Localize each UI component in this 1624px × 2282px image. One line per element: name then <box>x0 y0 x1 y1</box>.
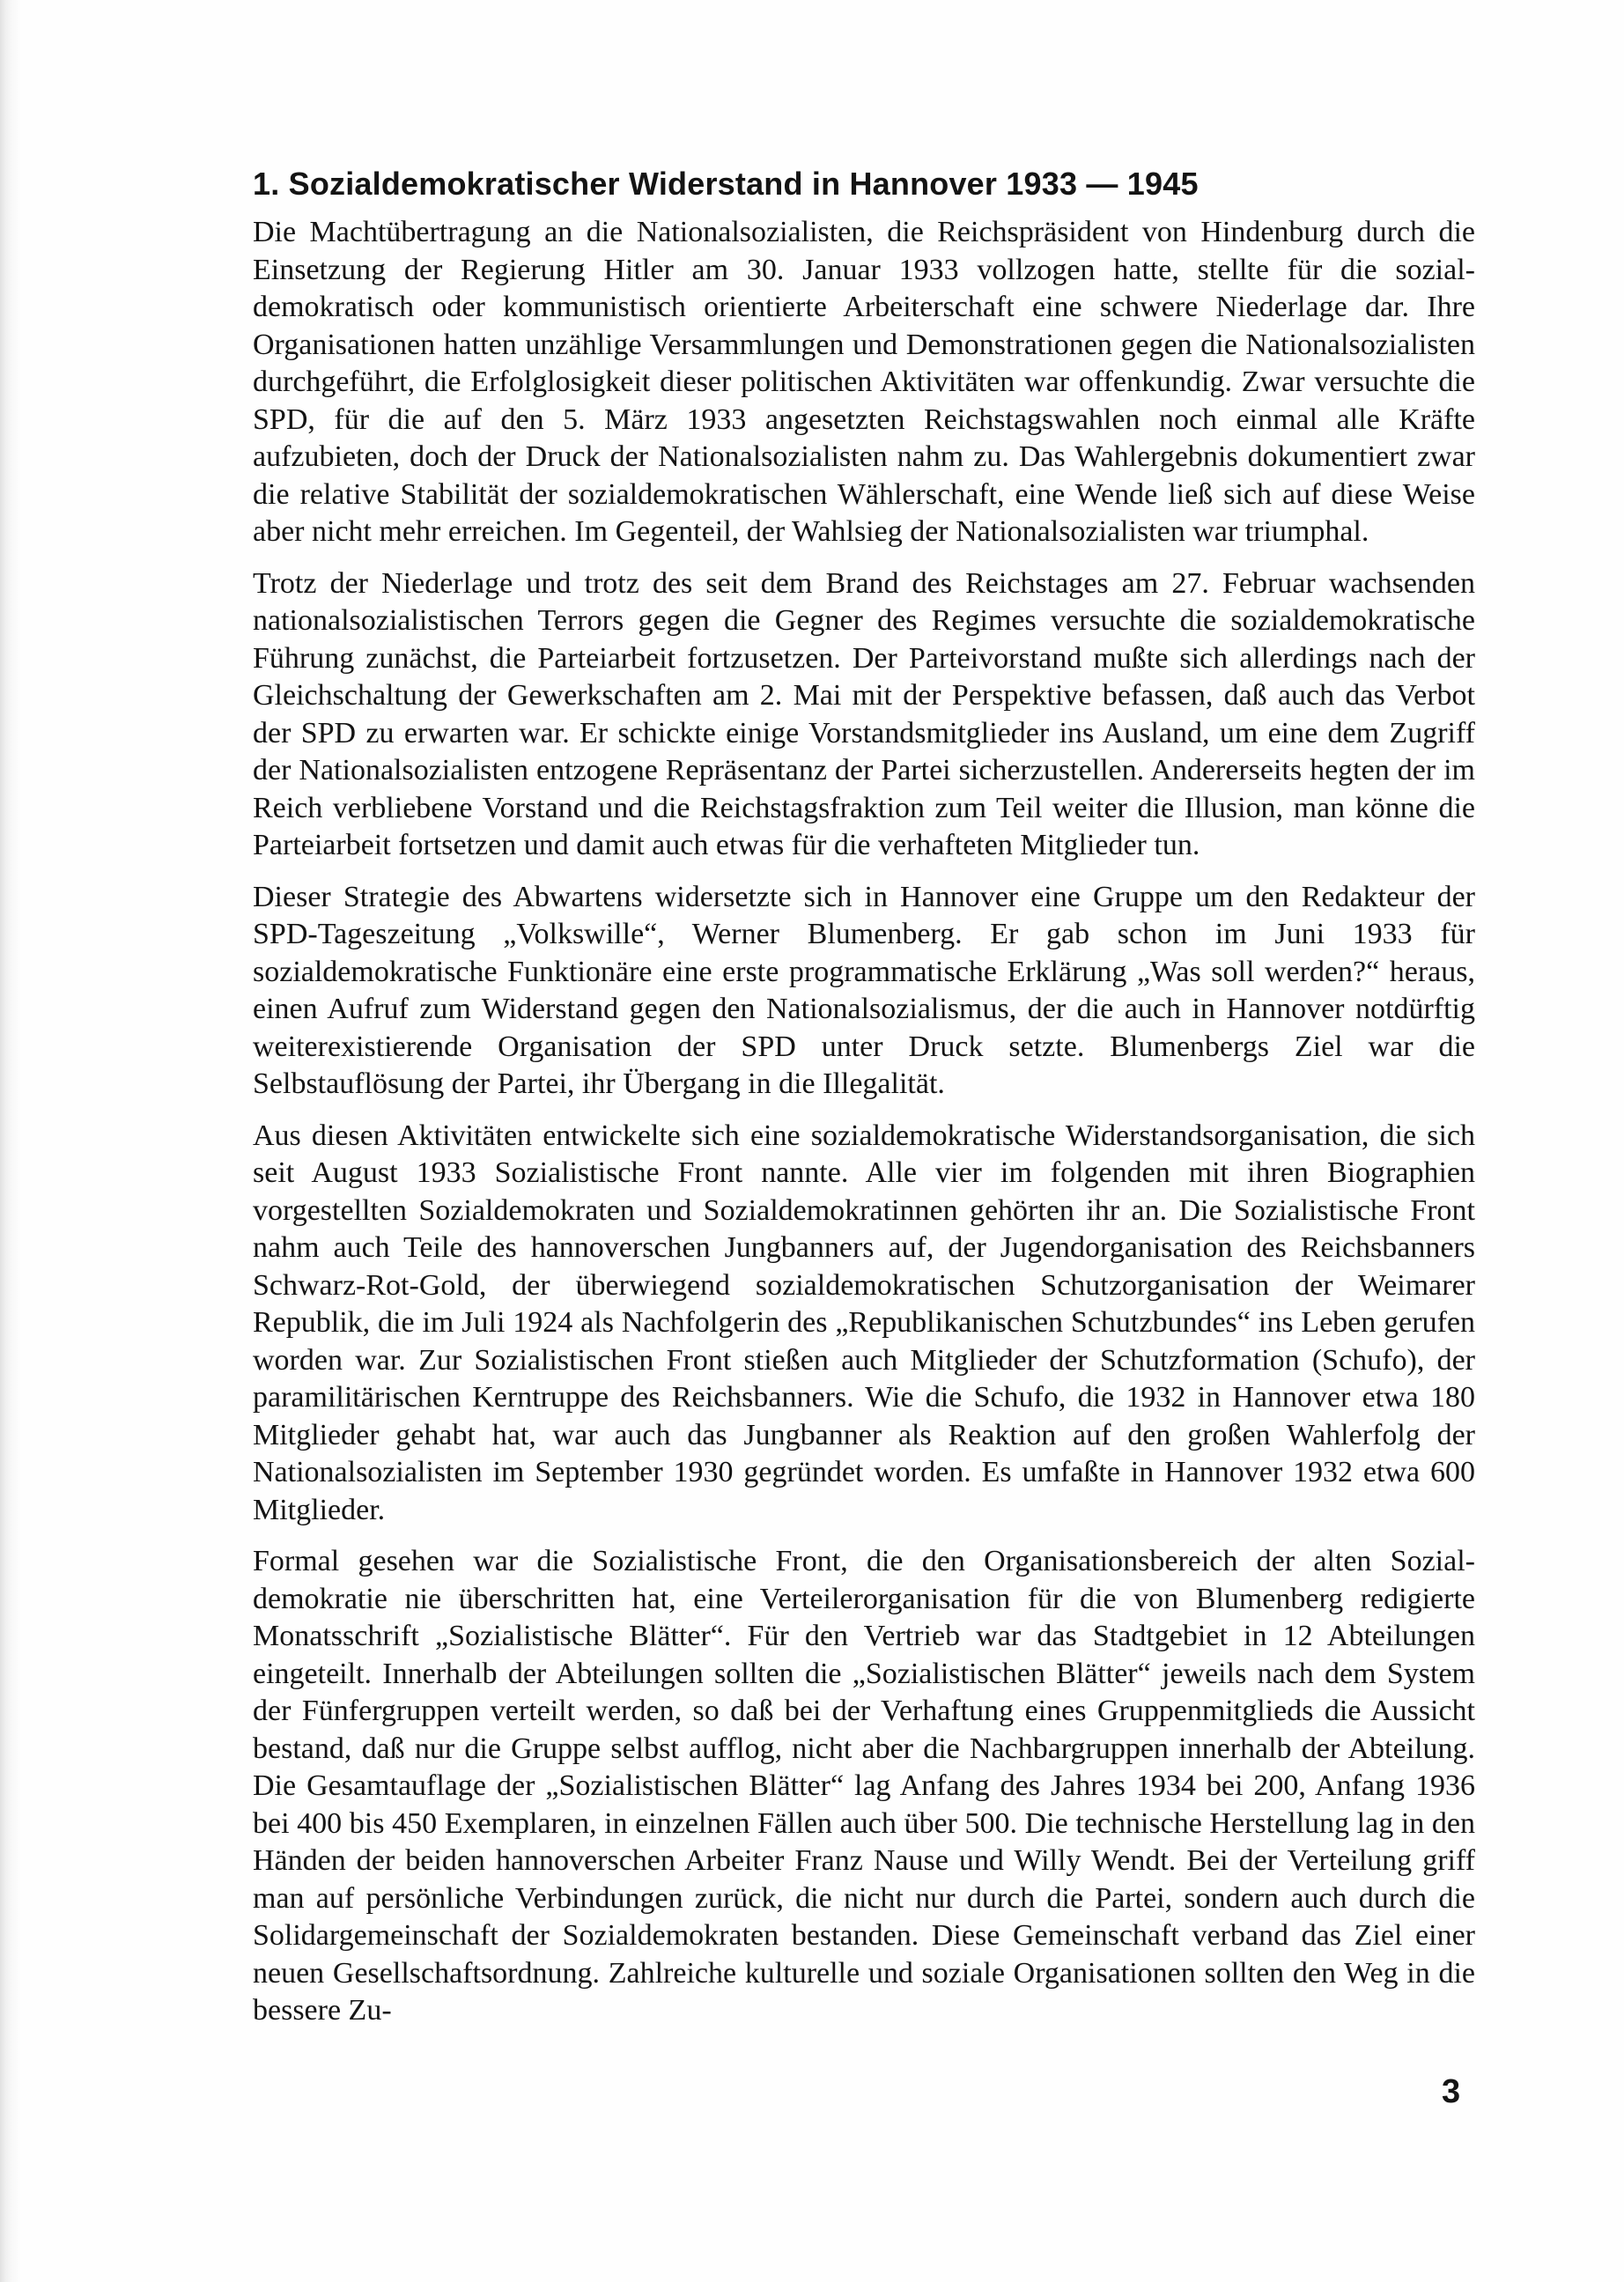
paragraph-2: Trotz der Niederlage und trotz des seit dem Brand des Reichstages am 27. Februar wachsenden nationalsozialistischen Terrors gegen die Gegner des Regimes versuchte die sozialdemokratische Führung zunächst, die Parteiarbeit fortzusetzen. Der Parteivorstand mußte sich allerdings nach der Gleichschaltung der Gewerkschaften am 2. Mai mit der Perspektive befassen, daß auch das Verbot der SPD zu erwarten war. Er schickte einige Vorstandsmitglieder ins Ausland, um eine dem Zugriff der Nationalsozialisten entzogene Repräsentanz der Partei sicherzustellen. Andererseits hegten der im Reich verbliebene Vorstand und die Reichstagsfraktion zum Teil weiter die Illusion, man könne die Parteiarbeit fortsetzen und damit auch etwas für die verhafteten Mitglieder tun. <box>253 566 1475 861</box>
page-number: 3 <box>1442 2073 1461 2110</box>
paragraph-4: Aus diesen Aktivitäten entwickelte sich eine sozialdemokratische Widerstandsorganisation, die sich seit August 1933 Sozialistische Front nannte. Alle vier im folgenden mit ihren Biographien vorgestellten Sozialdemokraten und Sozialdemokratinnen gehörten ihr an. Die Sozialistische Front nahm auch Teile des hannoverschen Jungbanners auf, der Jugendorganisation des Reichsbanners Schwarz-Rot-Gold, der überwiegend sozialdemokratischen Schutzorganisation der Weimarer Republik, die im Juli 1924 als Nachfolgerin des „Republikanischen Schutzbundes“ ins Leben gerufen worden war. Zur Sozialistischen Front stießen auch Mitglieder der Schutzformation (Schufo), der paramilitärischen Kerntruppe des Reichsbanners. Wie die Schufo, die 1932 in Hannover etwa 180 Mitglieder gehabt hat, war auch das Jungbanner als Reaktion auf den großen Wahlerfolg der Nationalsozialisten im September 1930 gegründet worden. Es umfaßte in Hannover 1932 etwa 600 Mitglieder. <box>253 1119 1475 1526</box>
scan-edge-shadow <box>0 0 21 2282</box>
paragraph-3: Dieser Strategie des Abwartens widersetzte sich in Hannover eine Gruppe um den Redakteur der SPD-Tageszeitung „Volkswille“, Werner Blumenberg. Er gab schon im Juni 1933 für sozialdemokratische Funktionäre eine erste programmatische Erklärung „Was soll werden?“ heraus, einen Aufruf zum Widerstand gegen den Nationalsozialismus, der die auch in Hannover notdürftig weiterexistierende Organisation der SPD unter Druck setzte. Blumenbergs Ziel war die Selbstauflösung der Partei, ihr Übergang in die Illegalität. <box>253 880 1475 1100</box>
section-heading: 1. Sozialdemokratischer Widerstand in Hannover 1933 — 1945 <box>253 166 1199 202</box>
body-text <box>253 161 1475 2044</box>
paragraph-1: Die Machtübertragung an die Nationalsozialisten, die Reichspräsident von Hindenburg durch die Einsetzung der Regierung Hitler am 30. Januar 1933 vollzogen hatte, stellte für die sozialdemokratisch oder kommunistisch orientierte Arbeiterschaft eine schwere Niederlage dar. Ihre Organisationen hatten unzählige Versammlungen und Demonstrationen gegen die Nationalsozialisten durchgeführt, die Erfolglosigkeit dieser politischen Aktivitäten war offenkundig. Zwar versuchte die SPD, für die auf den 5. März 1933 angesetzten Reichstagswahlen noch einmal alle Kräfte aufzubieten, doch der Druck der Nationalsozialisten nahm zu. Das Wahlergebnis dokumentiert zwar die relative Stabilität der sozialdemokratischen Wählerschaft, eine Wende ließ sich auf diese Weise aber nicht mehr erreichen. Im Gegenteil, der Wahlsieg der Nationalsozialisten war triumphal. <box>253 216 1475 548</box>
paragraph-5: Formal gesehen war die Sozialistische Front, die den Organisationsbereich der alten Sozialdemokratie nie überschritten hat, eine Verteilerorganisation für die von Blumenberg redigierte Monatsschrift „Sozialistische Blätter“. Für den Vertrieb war das Stadtgebiet in 12 Abteilungen eingeteilt. Innerhalb der Abteilungen sollten die „Sozialistischen Blätter“ jeweils nach dem System der Fünfergruppen verteilt werden, so daß bei der Verhaftung eines Gruppenmitglieds die Aussicht bestand, daß nur die Gruppe selbst aufflog, nicht aber die Nachbargruppen innerhalb der Abteilung. Die Gesamtauflage der „Sozialistischen Blätter“ lag Anfang des Jahres 1934 bei 200, Anfang 1936 bei 400 bis 450 Exemplaren, in einzelnen Fällen auch über 500. Die technische Herstellung lag in den Händen der beiden hannoverschen Arbeiter Franz Nause und Willy Wendt. Bei der Verteilung griff man auf persönliche Verbindungen zurück, die nicht nur durch die Partei, sondern auch durch die Solidargemeinschaft der Sozialdemokraten bestanden. Diese Gemeinschaft verband das Ziel einer neuen Gesellschaftsordnung. Zahlreiche kulturelle und soziale Organisationen sollten den Weg in die bessere Zu- <box>253 1545 1475 2027</box>
